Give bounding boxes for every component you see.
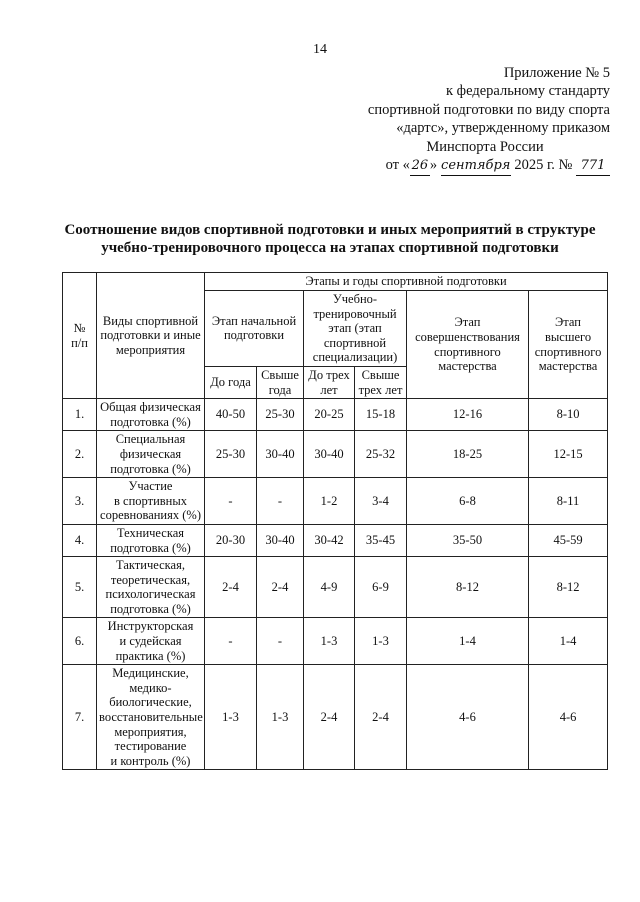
row-value: - — [205, 478, 257, 525]
header-stages: Этапы и годы спортивной подготовки — [205, 273, 608, 291]
row-value: 40-50 — [205, 399, 257, 431]
header-training-year-1: До трех лет — [304, 366, 355, 398]
row-value: 20-30 — [205, 524, 257, 556]
header-perfection-stage: Этап совершенствования спортивного мастерства — [407, 291, 529, 399]
row-value: 1-4 — [407, 618, 529, 665]
appendix-line-standard: к федеральному стандарту — [446, 83, 610, 100]
header-initial-year-1: До года — [205, 366, 257, 398]
row-activity: Медицинские, медико- биологические, восстановительные мероприятия, тестирование и контроль (%) — [97, 665, 205, 770]
row-value: - — [257, 618, 304, 665]
document-title-line-1: Соотношение видов спортивной подготовки и иных мероприятий в структуре — [64, 222, 596, 238]
row-activity: Инструкторская и судейская практика (%) — [97, 618, 205, 665]
row-value: 25-32 — [355, 431, 407, 478]
row-value: 8-12 — [407, 557, 529, 618]
row-num: 5. — [63, 557, 97, 618]
appendix-title: Приложение № 5 — [503, 65, 610, 81]
header-num: № п/п — [63, 273, 97, 399]
order-number: 771 — [576, 157, 610, 176]
row-value: 12-15 — [529, 431, 608, 478]
row-value: 3-4 — [355, 478, 407, 525]
row-value: 30-40 — [257, 431, 304, 478]
header-initial-stage: Этап начальной подготовки — [205, 291, 304, 367]
row-value: 4-6 — [529, 665, 608, 770]
row-value: 30-40 — [257, 524, 304, 556]
row-num: 2. — [63, 431, 97, 478]
row-value: 25-30 — [205, 431, 257, 478]
appendix-line-order: «дартс», утвержденному приказом — [396, 120, 610, 137]
row-value: - — [257, 478, 304, 525]
header-training-year-2: Свыше трех лет — [355, 366, 407, 398]
date-month: сентября — [441, 157, 511, 176]
document-title — [40, 221, 620, 257]
row-value: 4-9 — [304, 557, 355, 618]
row-value: 8-10 — [529, 399, 608, 431]
row-value: 8-12 — [529, 557, 608, 618]
appendix-date-line — [320, 156, 610, 176]
row-activity: Участие в спортивных соревнованиях (%) — [97, 478, 205, 525]
row-value: 4-6 — [407, 665, 529, 770]
row-value: 30-42 — [304, 524, 355, 556]
row-value: - — [205, 618, 257, 665]
header-initial-year-2: Свыше года — [257, 366, 304, 398]
row-value: 12-16 — [407, 399, 529, 431]
row-activity: Тактическая, теоретическая, психологическая подготовка (%) — [97, 557, 205, 618]
row-value: 1-3 — [304, 618, 355, 665]
row-activity: Общая физическая подготовка (%) — [97, 399, 205, 431]
document-title-line-2: учебно-тренировочного процесса на этапах спортивной подготовки — [101, 240, 559, 256]
row-value: 30-40 — [304, 431, 355, 478]
date-from-label: от « — [385, 157, 410, 174]
table-row — [63, 399, 608, 431]
page-number: 14 — [313, 42, 327, 57]
row-num: 4. — [63, 524, 97, 556]
row-num: 7. — [63, 665, 97, 770]
row-value: 18-25 — [407, 431, 529, 478]
appendix-header — [320, 64, 610, 176]
row-value: 6-9 — [355, 557, 407, 618]
row-activity: Специальная физическая подготовка (%) — [97, 431, 205, 478]
row-value: 2-4 — [355, 665, 407, 770]
row-value: 35-45 — [355, 524, 407, 556]
table-row — [63, 557, 608, 618]
table-row — [63, 524, 608, 556]
row-num: 6. — [63, 618, 97, 665]
header-training-stage: Учебно- тренировочный этап (этап спортивной специализации) — [304, 291, 407, 367]
header-activity: Виды спортивной подготовки и иные мероприятия — [97, 273, 205, 399]
row-value: 1-3 — [355, 618, 407, 665]
row-value: 15-18 — [355, 399, 407, 431]
date-day: 26 — [410, 157, 430, 176]
table-row — [63, 478, 608, 525]
row-value: 25-30 — [257, 399, 304, 431]
date-year-label: 2025 г. № — [514, 157, 573, 174]
row-value: 1-2 — [304, 478, 355, 525]
row-value: 2-4 — [257, 557, 304, 618]
table-row — [63, 431, 608, 478]
appendix-line-sport: спортивной подготовки по виду спорта — [367, 101, 610, 118]
row-num: 1. — [63, 399, 97, 431]
training-ratio-table — [62, 272, 608, 770]
row-value: 1-4 — [529, 618, 608, 665]
table-row — [63, 665, 608, 770]
row-value: 35-50 — [407, 524, 529, 556]
row-value: 1-3 — [205, 665, 257, 770]
row-value: 2-4 — [304, 665, 355, 770]
table-row — [63, 618, 608, 665]
row-value: 2-4 — [205, 557, 257, 618]
date-separator: » — [429, 157, 438, 174]
row-value: 1-3 — [257, 665, 304, 770]
row-value: 6-8 — [407, 478, 529, 525]
appendix-line-ministry: Минспорта России — [426, 138, 544, 155]
row-num: 3. — [63, 478, 97, 525]
row-value: 20-25 — [304, 399, 355, 431]
header-higher-stage: Этап высшего спортивного мастерства — [529, 291, 608, 399]
row-value: 8-11 — [529, 478, 608, 525]
row-value: 45-59 — [529, 524, 608, 556]
row-activity: Техническая подготовка (%) — [97, 524, 205, 556]
